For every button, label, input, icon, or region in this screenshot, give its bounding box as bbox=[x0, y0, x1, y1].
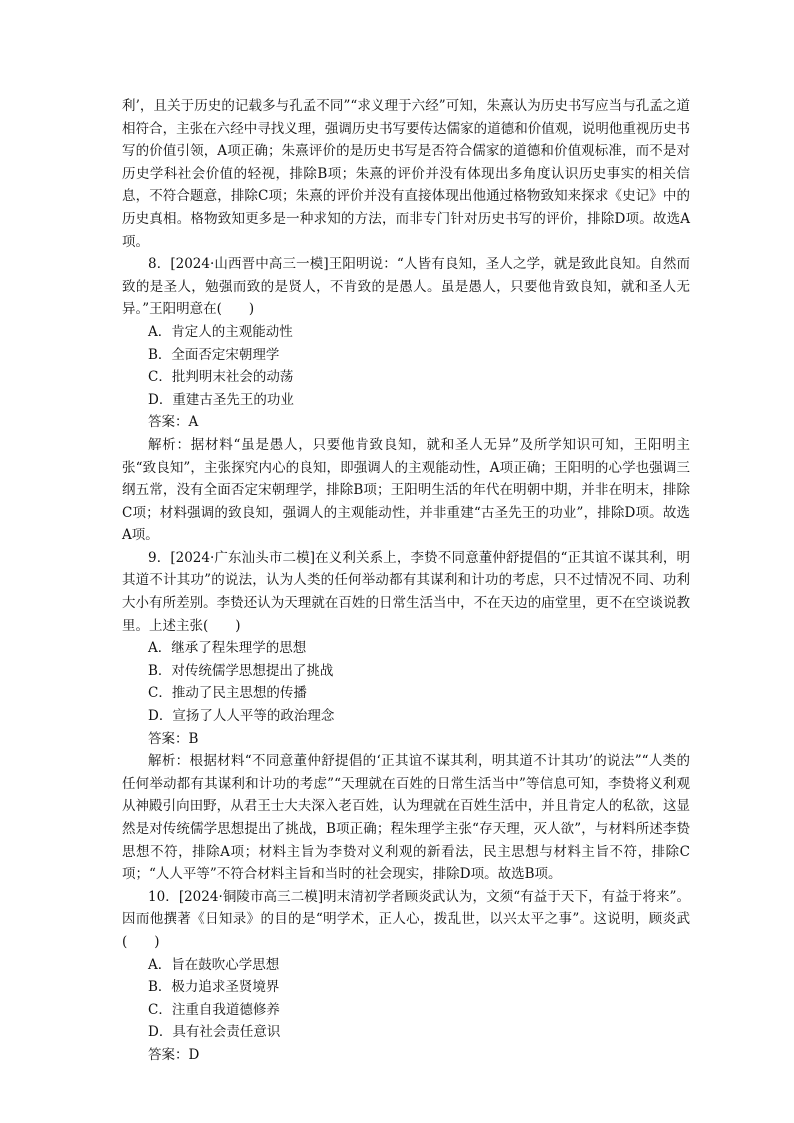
option-c: C．批判明末社会的动荡 bbox=[148, 369, 294, 386]
analysis: 解析：据材料“虽是愚人，只要他肯致良知，就和圣人无异”及所学知识可知，王阳明主张“致良知”，主张探究内心的良知，即强调人的主观能动性，A项正确；王阳明的心学也强调三纲五常，没有全面否定宋朝理学，排除B项；王阳明生活的年代在明朝中期，并非在明末，排除C项；材料强调的致良知，强调人的主观能动性，并非重建“古圣先王的功业”，排除D项。故选A项。 bbox=[122, 436, 690, 544]
option-c: C．注重自我道德修养 bbox=[148, 1001, 280, 1018]
answer: 答案：A bbox=[148, 414, 199, 431]
option-a: A．肯定人的主观能动性 bbox=[148, 323, 293, 340]
question-10 bbox=[122, 886, 690, 1067]
analysis: 解析：根据材料“不同意董仲舒提倡的‘正其谊不谋其利，明其道不计其功’的说法”“人类的任何举动都有其谋利和计功的考虑”“天理就在百姓的日常生活当中”等信息可知，李贽将义利观从神殿引向田野，从君王士大夫深入老百姓，认为理就在百姓生活中，并且肯定人的私欲，这显然是对传统儒学思想提出了挑战，B项正确；程朱理学主张“存天理，灭人欲”，与材料所述李贽思想不符，排除A项；材料主旨为李贽对义利观的新看法，民主思想与材料主旨不符，排除C项；“人人平等”不符合材料主旨和当时的社会现实，排除D项。故选B项。 bbox=[122, 753, 690, 883]
question-stem: 9．[2024·广东汕头市二模]在义利关系上，李贽不同意董仲舒提倡的“正其谊不谋其利，明其道不计其功”的说法，认为人类的任何举动都有其谋利和计功的考虑，只不过情况不同、功利大小有所差别。李贽还认为天理就在百姓的日常生活当中，不在天边的庙堂里，更不在空谈说教里。上述主张( ) bbox=[122, 549, 690, 634]
option-a: A．继承了程朱理学的思想 bbox=[148, 640, 307, 657]
question-stem: 8．[2024·山西晋中高三一模]王阳明说：“人皆有良知，圣人之学，就是致此良知。自然而致的是圣人，勉强而致的是贤人，不肯致的是愚人。虽是愚人，只要他肯致良知，就和圣人无异。”王阳明意在( ) bbox=[122, 256, 690, 318]
option-d: D．宣扬了人人平等的政治理念 bbox=[148, 708, 335, 725]
intro-paragraph: 利’，且关于历史的记载多与孔孟不同”“求义理于六经”可知，朱熹认为历史书写应当与孔孟之道相符合，主张在六经中寻找义理，强调历史书写要传达儒家的道德和价值观，说明他重视历史书写的价值引领，A项正确；朱熹评价的是历史书写是否符合儒家的道德和价值观标准，而不是对历史学科社会价值的轻视，排除B项；朱熹的评价并没有体现出多角度认识历史事实的相关信息，不符合题意，排除C项；朱熹的评价并没有直接体现出他通过格物致知来探求《史记》中的历史真相。格物致知更多是一种求知的方法，而非专门针对历史书写的评价，排除D项。故选A项。 bbox=[122, 98, 690, 250]
option-b: B．全面否定宋朝理学 bbox=[148, 346, 280, 363]
question-stem: 10．[2024·铜陵市高三二模]明末清初学者顾炎武认为，文须“有益于天下，有益于将来”。因而他撰著《日知录》的目的是“明学术，正人心，拨乱世，以兴太平之事”。这说明，顾炎武( ) bbox=[122, 888, 690, 950]
option-b: B．对传统儒学思想提出了挑战 bbox=[148, 662, 334, 679]
document-page bbox=[122, 95, 690, 1067]
question-8 bbox=[122, 253, 690, 547]
option-c: C．推动了民主思想的传播 bbox=[148, 685, 307, 702]
option-d: D．重建古圣先王的功业 bbox=[148, 391, 294, 408]
option-b: B．极力追求圣贤境界 bbox=[148, 979, 280, 996]
option-d: D．具有社会责任意识 bbox=[148, 1024, 281, 1041]
answer: 答案：D bbox=[148, 1046, 200, 1063]
option-a: A．旨在鼓吹心学思想 bbox=[148, 956, 280, 973]
question-9 bbox=[122, 547, 690, 886]
answer: 答案：B bbox=[148, 730, 199, 747]
